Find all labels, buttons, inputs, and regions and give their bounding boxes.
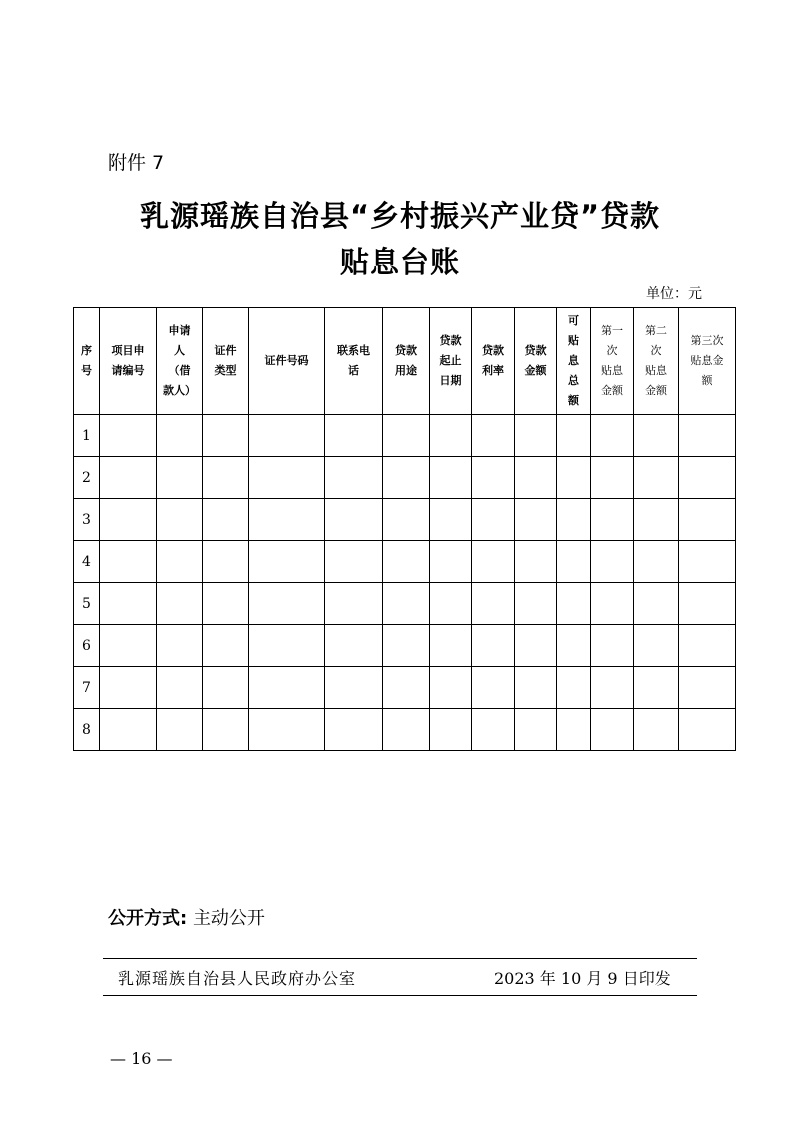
- empty-cell: [634, 625, 679, 667]
- header-loan-amount: 贷款 金额: [515, 308, 557, 415]
- unit-label: 单位：元: [646, 286, 702, 302]
- attachment-label: 附件 7: [108, 152, 165, 174]
- table-row: [74, 667, 736, 709]
- empty-cell: [634, 541, 679, 583]
- empty-cell: [515, 625, 557, 667]
- empty-cell: [203, 625, 249, 667]
- empty-cell: [100, 457, 157, 499]
- empty-cell: [591, 709, 634, 751]
- empty-cell: [383, 583, 430, 625]
- empty-cell: [557, 499, 591, 541]
- header-second-subsidy: 第二 次 贴息 金额: [634, 308, 679, 415]
- empty-cell: [325, 457, 383, 499]
- empty-cell: [100, 625, 157, 667]
- empty-cell: [325, 583, 383, 625]
- empty-cell: [383, 667, 430, 709]
- empty-cell: [325, 667, 383, 709]
- empty-cell: [203, 499, 249, 541]
- disclosure-value: 主动公开: [192, 908, 265, 929]
- empty-cell: [203, 457, 249, 499]
- issuing-office: 乳源瑶族自治县人民政府办公室: [118, 969, 357, 988]
- empty-cell: [679, 415, 736, 457]
- row-number-cell: 8: [74, 709, 100, 751]
- header-third-subsidy: 第三次 贴息金 额: [679, 308, 736, 415]
- empty-cell: [679, 667, 736, 709]
- empty-cell: [157, 709, 203, 751]
- interest-subsidy-ledger-table: [73, 307, 736, 751]
- empty-cell: [634, 499, 679, 541]
- empty-cell: [679, 583, 736, 625]
- empty-cell: [203, 541, 249, 583]
- empty-cell: [515, 583, 557, 625]
- header-total-subsidy: 可 贴 息 总 额: [557, 308, 591, 415]
- empty-cell: [472, 541, 515, 583]
- empty-cell: [679, 541, 736, 583]
- empty-cell: [591, 457, 634, 499]
- empty-cell: [679, 625, 736, 667]
- empty-cell: [515, 709, 557, 751]
- empty-cell: [249, 709, 325, 751]
- empty-cell: [203, 583, 249, 625]
- empty-cell: [203, 415, 249, 457]
- empty-cell: [430, 541, 472, 583]
- footer-bottom-rule: [103, 995, 697, 996]
- empty-cell: [557, 457, 591, 499]
- issue-date: 2023 年 10 月 9 日印发: [494, 969, 671, 988]
- empty-cell: [430, 499, 472, 541]
- empty-cell: [100, 415, 157, 457]
- empty-cell: [679, 499, 736, 541]
- empty-cell: [157, 583, 203, 625]
- header-id-type: 证件 类型: [203, 308, 249, 415]
- empty-cell: [557, 583, 591, 625]
- empty-cell: [515, 457, 557, 499]
- empty-cell: [515, 499, 557, 541]
- empty-cell: [100, 499, 157, 541]
- table-row: [74, 709, 736, 751]
- empty-cell: [591, 415, 634, 457]
- empty-cell: [383, 709, 430, 751]
- empty-cell: [634, 583, 679, 625]
- document-title-line-1: 乳源瑶族自治县“乡村振兴产业贷”贷款: [139, 199, 661, 233]
- empty-cell: [515, 415, 557, 457]
- empty-cell: [249, 625, 325, 667]
- empty-cell: [100, 541, 157, 583]
- empty-cell: [383, 499, 430, 541]
- document-title-line-2: 贴息台账: [339, 245, 460, 279]
- row-number-cell: 1: [74, 415, 100, 457]
- empty-cell: [430, 583, 472, 625]
- empty-cell: [203, 709, 249, 751]
- header-serial-number: 序 号: [74, 308, 100, 415]
- empty-cell: [100, 709, 157, 751]
- header-loan-purpose: 贷款 用途: [383, 308, 430, 415]
- table-header-row: [74, 308, 736, 415]
- empty-cell: [591, 541, 634, 583]
- empty-cell: [472, 667, 515, 709]
- empty-cell: [591, 625, 634, 667]
- header-applicant: 申请 人 （借 款人）: [157, 308, 203, 415]
- table-row: [74, 415, 736, 457]
- empty-cell: [591, 583, 634, 625]
- empty-cell: [249, 583, 325, 625]
- row-number-cell: 3: [74, 499, 100, 541]
- empty-cell: [634, 415, 679, 457]
- header-loan-rate: 贷款 利率: [472, 308, 515, 415]
- header-first-subsidy: 第一 次 贴息 金额: [591, 308, 634, 415]
- empty-cell: [325, 625, 383, 667]
- empty-cell: [472, 625, 515, 667]
- empty-cell: [157, 541, 203, 583]
- empty-cell: [634, 709, 679, 751]
- empty-cell: [203, 667, 249, 709]
- empty-cell: [430, 415, 472, 457]
- row-number-cell: 2: [74, 457, 100, 499]
- empty-cell: [325, 499, 383, 541]
- empty-cell: [249, 415, 325, 457]
- empty-cell: [679, 709, 736, 751]
- empty-cell: [157, 625, 203, 667]
- table-row: [74, 499, 736, 541]
- empty-cell: [430, 667, 472, 709]
- empty-cell: [472, 499, 515, 541]
- disclosure-label: 公开方式:: [108, 908, 188, 929]
- empty-cell: [515, 667, 557, 709]
- table-row: [74, 625, 736, 667]
- empty-cell: [249, 457, 325, 499]
- empty-cell: [430, 457, 472, 499]
- empty-cell: [591, 667, 634, 709]
- header-phone: 联系电 话: [325, 308, 383, 415]
- empty-cell: [430, 625, 472, 667]
- empty-cell: [325, 541, 383, 583]
- header-project-application-number: 项目申 请编号: [100, 308, 157, 415]
- page-number: — 16 —: [110, 1049, 173, 1068]
- empty-cell: [557, 541, 591, 583]
- row-number-cell: 6: [74, 625, 100, 667]
- empty-cell: [679, 457, 736, 499]
- empty-cell: [249, 499, 325, 541]
- empty-cell: [249, 667, 325, 709]
- disclosure-line: [108, 904, 265, 930]
- table-row: [74, 541, 736, 583]
- empty-cell: [557, 415, 591, 457]
- empty-cell: [157, 667, 203, 709]
- empty-cell: [100, 667, 157, 709]
- empty-cell: [325, 709, 383, 751]
- table-row: [74, 583, 736, 625]
- footer-top-rule: [103, 958, 697, 959]
- empty-cell: [157, 415, 203, 457]
- empty-cell: [515, 541, 557, 583]
- empty-cell: [557, 625, 591, 667]
- table-row: [74, 457, 736, 499]
- empty-cell: [634, 457, 679, 499]
- row-number-cell: 4: [74, 541, 100, 583]
- row-number-cell: 5: [74, 583, 100, 625]
- header-loan-period: 贷款 起止 日期: [430, 308, 472, 415]
- empty-cell: [383, 541, 430, 583]
- empty-cell: [157, 499, 203, 541]
- empty-cell: [325, 415, 383, 457]
- row-number-cell: 7: [74, 667, 100, 709]
- empty-cell: [472, 457, 515, 499]
- empty-cell: [249, 541, 325, 583]
- empty-cell: [472, 415, 515, 457]
- empty-cell: [157, 457, 203, 499]
- empty-cell: [557, 667, 591, 709]
- empty-cell: [383, 625, 430, 667]
- empty-cell: [100, 583, 157, 625]
- header-id-number: 证件号码: [249, 308, 325, 415]
- empty-cell: [557, 709, 591, 751]
- empty-cell: [591, 499, 634, 541]
- empty-cell: [430, 709, 472, 751]
- empty-cell: [472, 709, 515, 751]
- empty-cell: [383, 457, 430, 499]
- empty-cell: [472, 583, 515, 625]
- empty-cell: [383, 415, 430, 457]
- empty-cell: [634, 667, 679, 709]
